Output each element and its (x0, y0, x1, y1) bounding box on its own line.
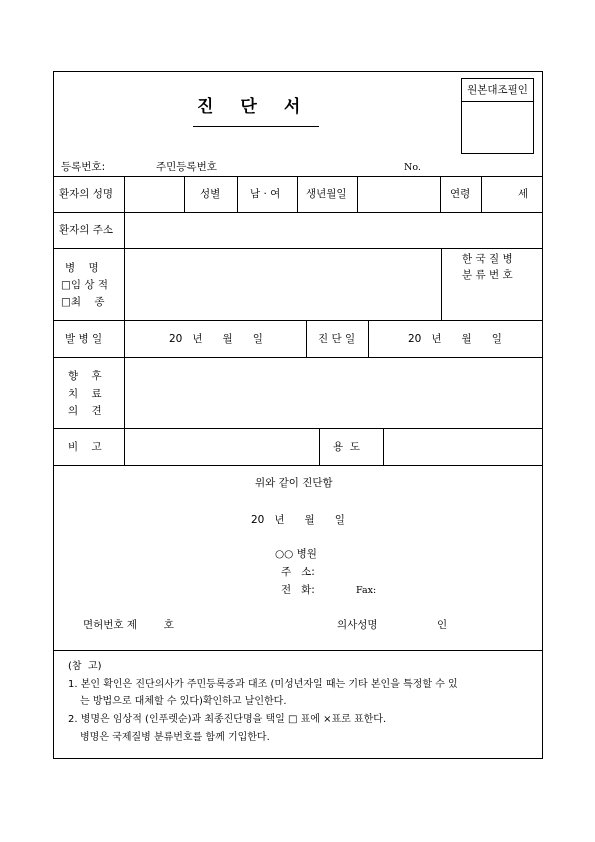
note-2-line-2: 병명은 국제질병 분류번호를 함께 기입한다. (80, 732, 270, 743)
purpose-label: 용 도 (333, 441, 360, 453)
col-divider (306, 320, 307, 357)
document-title: 진단서 (197, 97, 328, 117)
col-divider (237, 176, 238, 212)
row-divider (53, 248, 543, 249)
col-divider (124, 248, 125, 320)
sex-label: 성별 (200, 188, 221, 200)
onset-date-label: 발 병 일 (65, 333, 103, 345)
clinical-checkbox-label[interactable]: □임 상 적 (61, 279, 109, 291)
attestation-date[interactable]: 20 년 월 일 (251, 514, 345, 526)
col-divider (297, 176, 298, 212)
row-divider (53, 428, 543, 429)
diagnosis-date-label: 진 단 일 (318, 333, 356, 345)
kcd-code-label-line2: 분 류 번 호 (462, 269, 513, 281)
note-1-line-1: 1. 본인 확인은 진단의사가 주민등록증과 대조 (미성년자일 때는 기타 본인을 특정할 수 있 (68, 679, 458, 690)
age-label: 연령 (450, 188, 471, 200)
treatment-opinion-field[interactable] (128, 361, 538, 424)
col-divider (357, 176, 358, 212)
patient-name-label: 환자의 성명 (59, 188, 114, 200)
col-divider (124, 212, 125, 248)
table-top-border (53, 176, 543, 177)
kcd-code-label-line1: 한 국 질 병 (462, 253, 513, 265)
remarks-label: 비 고 (68, 441, 102, 453)
final-checkbox-label[interactable]: □최 종 (61, 296, 105, 308)
col-divider (383, 428, 384, 465)
disease-name-field[interactable] (128, 252, 436, 316)
resident-number-label: 주민등록번호 (156, 161, 217, 173)
col-divider (124, 357, 125, 428)
patient-address-field[interactable] (128, 216, 538, 244)
col-divider (124, 176, 125, 212)
title-underline (193, 126, 319, 127)
hospital-name: ○○ 병원 (275, 548, 317, 560)
col-divider (319, 428, 320, 465)
notes-divider (53, 650, 543, 651)
row-divider (53, 320, 543, 321)
row-divider (53, 357, 543, 358)
patient-address-label: 환자의 주소 (59, 224, 114, 236)
age-unit: 세 (518, 188, 529, 200)
future-treatment-label-1: 향 후 (68, 370, 102, 382)
note-1-line-2: 는 방법으로 대체할 수 있다)확인하고 날인한다. (80, 696, 287, 707)
birth-date-label: 생년월일 (306, 188, 347, 200)
seal-divider (462, 101, 533, 102)
future-treatment-label-3: 의 견 (68, 405, 102, 417)
hospital-phone-label: 전 화: (281, 584, 315, 596)
disease-name-label: 병 명 (65, 262, 99, 274)
col-divider (184, 176, 185, 212)
col-divider (124, 428, 125, 465)
notes-heading: (참 고) (68, 661, 102, 672)
remarks-field[interactable] (128, 432, 316, 461)
original-verification-seal-box (461, 78, 534, 154)
row-divider (53, 465, 543, 466)
note-2-line-1: 2. 병명은 임상적 (인푸렛순)과 최종진단명을 택일 □ 표에 ×표로 표한다. (68, 714, 387, 725)
license-number-label: 면허번호 제 호 (83, 619, 174, 631)
col-divider (368, 320, 369, 357)
sex-options[interactable]: 남 · 여 (250, 188, 281, 200)
purpose-field[interactable] (387, 432, 538, 461)
hospital-address-label: 주 소: (281, 566, 315, 578)
col-divider (441, 248, 442, 320)
col-divider (124, 320, 125, 357)
col-divider (481, 176, 482, 212)
future-treatment-label-2: 치 료 (68, 388, 102, 400)
doctor-name-label: 의사성명 (337, 619, 378, 631)
doctor-seal-mark: 인 (437, 619, 448, 631)
diagnosis-date-field[interactable]: 20 년 월 일 (408, 333, 502, 345)
col-divider (440, 176, 441, 212)
hospital-fax-label: Fax: (356, 585, 377, 596)
attestation-statement: 위와 같이 진단함 (255, 477, 333, 489)
patient-name-field[interactable] (127, 180, 181, 208)
birth-date-field[interactable] (360, 180, 437, 208)
registration-number-label: 등록번호: (61, 161, 106, 173)
onset-date-field[interactable]: 20 년 월 일 (169, 333, 263, 345)
row-divider (53, 212, 543, 213)
seal-label: 원본대조필인 (467, 84, 528, 96)
document-number-label: No. (404, 162, 421, 173)
